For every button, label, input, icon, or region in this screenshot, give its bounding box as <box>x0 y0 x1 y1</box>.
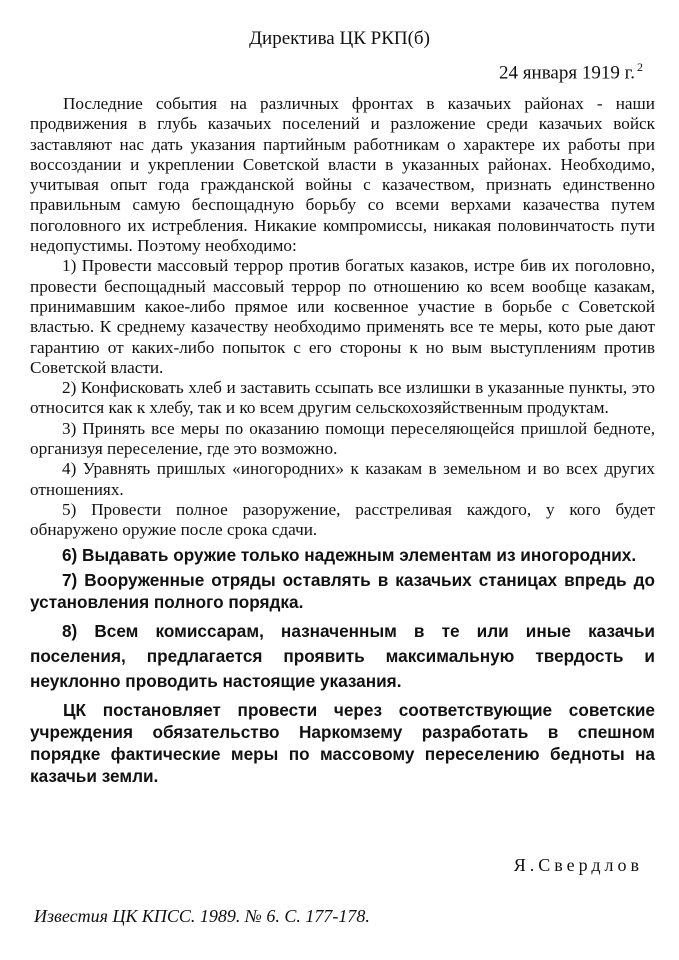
document-title: Директива ЦК РКП(б) <box>249 28 430 49</box>
directive-item-3: 3) Принять все меры по оказанию помощи переселяющейся пришлой бедноте, организуя переселение, где это возможно. <box>30 418 655 459</box>
directive-item-1: 1) Провести массовый террор против богатых казаков, истре бив их поголовно, провести беспощадный массовый террор по отношению ко всем вообще казакам, принимавшим какое-либо прямое или косвенное участие в борьбе с Советской властью. К среднему казачеству необходимо применять все те меры, кото рые дают гарантию от каких-либо попыток с его стороны к но вым выступлениям против Советской власти. <box>30 256 655 377</box>
directive-item-2: 2) Конфисковать хлеб и заставить ссыпать все излишки в указанные пункты, это относится как к хлебу, так и ко всем другим сельскохозяйственным продуктам. <box>30 378 655 418</box>
signature: Я.Свердлов <box>513 855 643 875</box>
paragraph-final: ЦК постановляет провести через соответствующие советские учреждения обязательство Наркомзему разработать в спешном порядке фактические меры по массовому переселению бедноты на казачьи земли. <box>30 699 655 786</box>
paragraph-intro: Последние события на различных фронтах в казачьих районах - наши продвижения в глубь казачьих поселений и разложение среди казачьих войск заставляют нас дать указания партийным работникам о характере их работы при воссоздании и укреплении Советской власти в указанных районах. Необходимо, учитывая опыт года гражданской войны с казачеством, признать единственно правильным самую беспощадную борьбу со всеми верхами казачества путем поголовного их истребления. Никакие компромиссы, никакая половинчатость пути недопустимы. Поэтому необходимо: <box>30 94 655 256</box>
document-body <box>30 94 655 787</box>
footnote-mark: 2 <box>637 60 643 74</box>
directive-item-7: 7) Вооруженные отряды оставлять в казачьих станицах впредь до установления полного порядка. <box>30 569 655 612</box>
directive-item-4: 4) Уравнять пришлых «иногородних» к казакам в земельном и во всех других отношениях. <box>30 459 655 499</box>
directive-item-5: 5) Провести полное разоружение, расстреливая каждого, у кого будет обнаружено оружие после срока сдачи. <box>30 499 655 540</box>
date-text: 24 января 1919 г. <box>499 62 635 84</box>
source-citation: Известия ЦК КПСС. 1989. № 6. С. 177-178. <box>34 906 370 926</box>
document-date <box>499 60 643 84</box>
directive-item-6: 6) Выдавать оружие только надежным элементам из иногородних. <box>62 544 637 565</box>
directive-item-8: 8) Всем комиссарам, назначенным в те или иные казачьи поселения, предлагается проявить максимальную твердость и неуклонно проводить настоящие указания. <box>30 620 655 691</box>
